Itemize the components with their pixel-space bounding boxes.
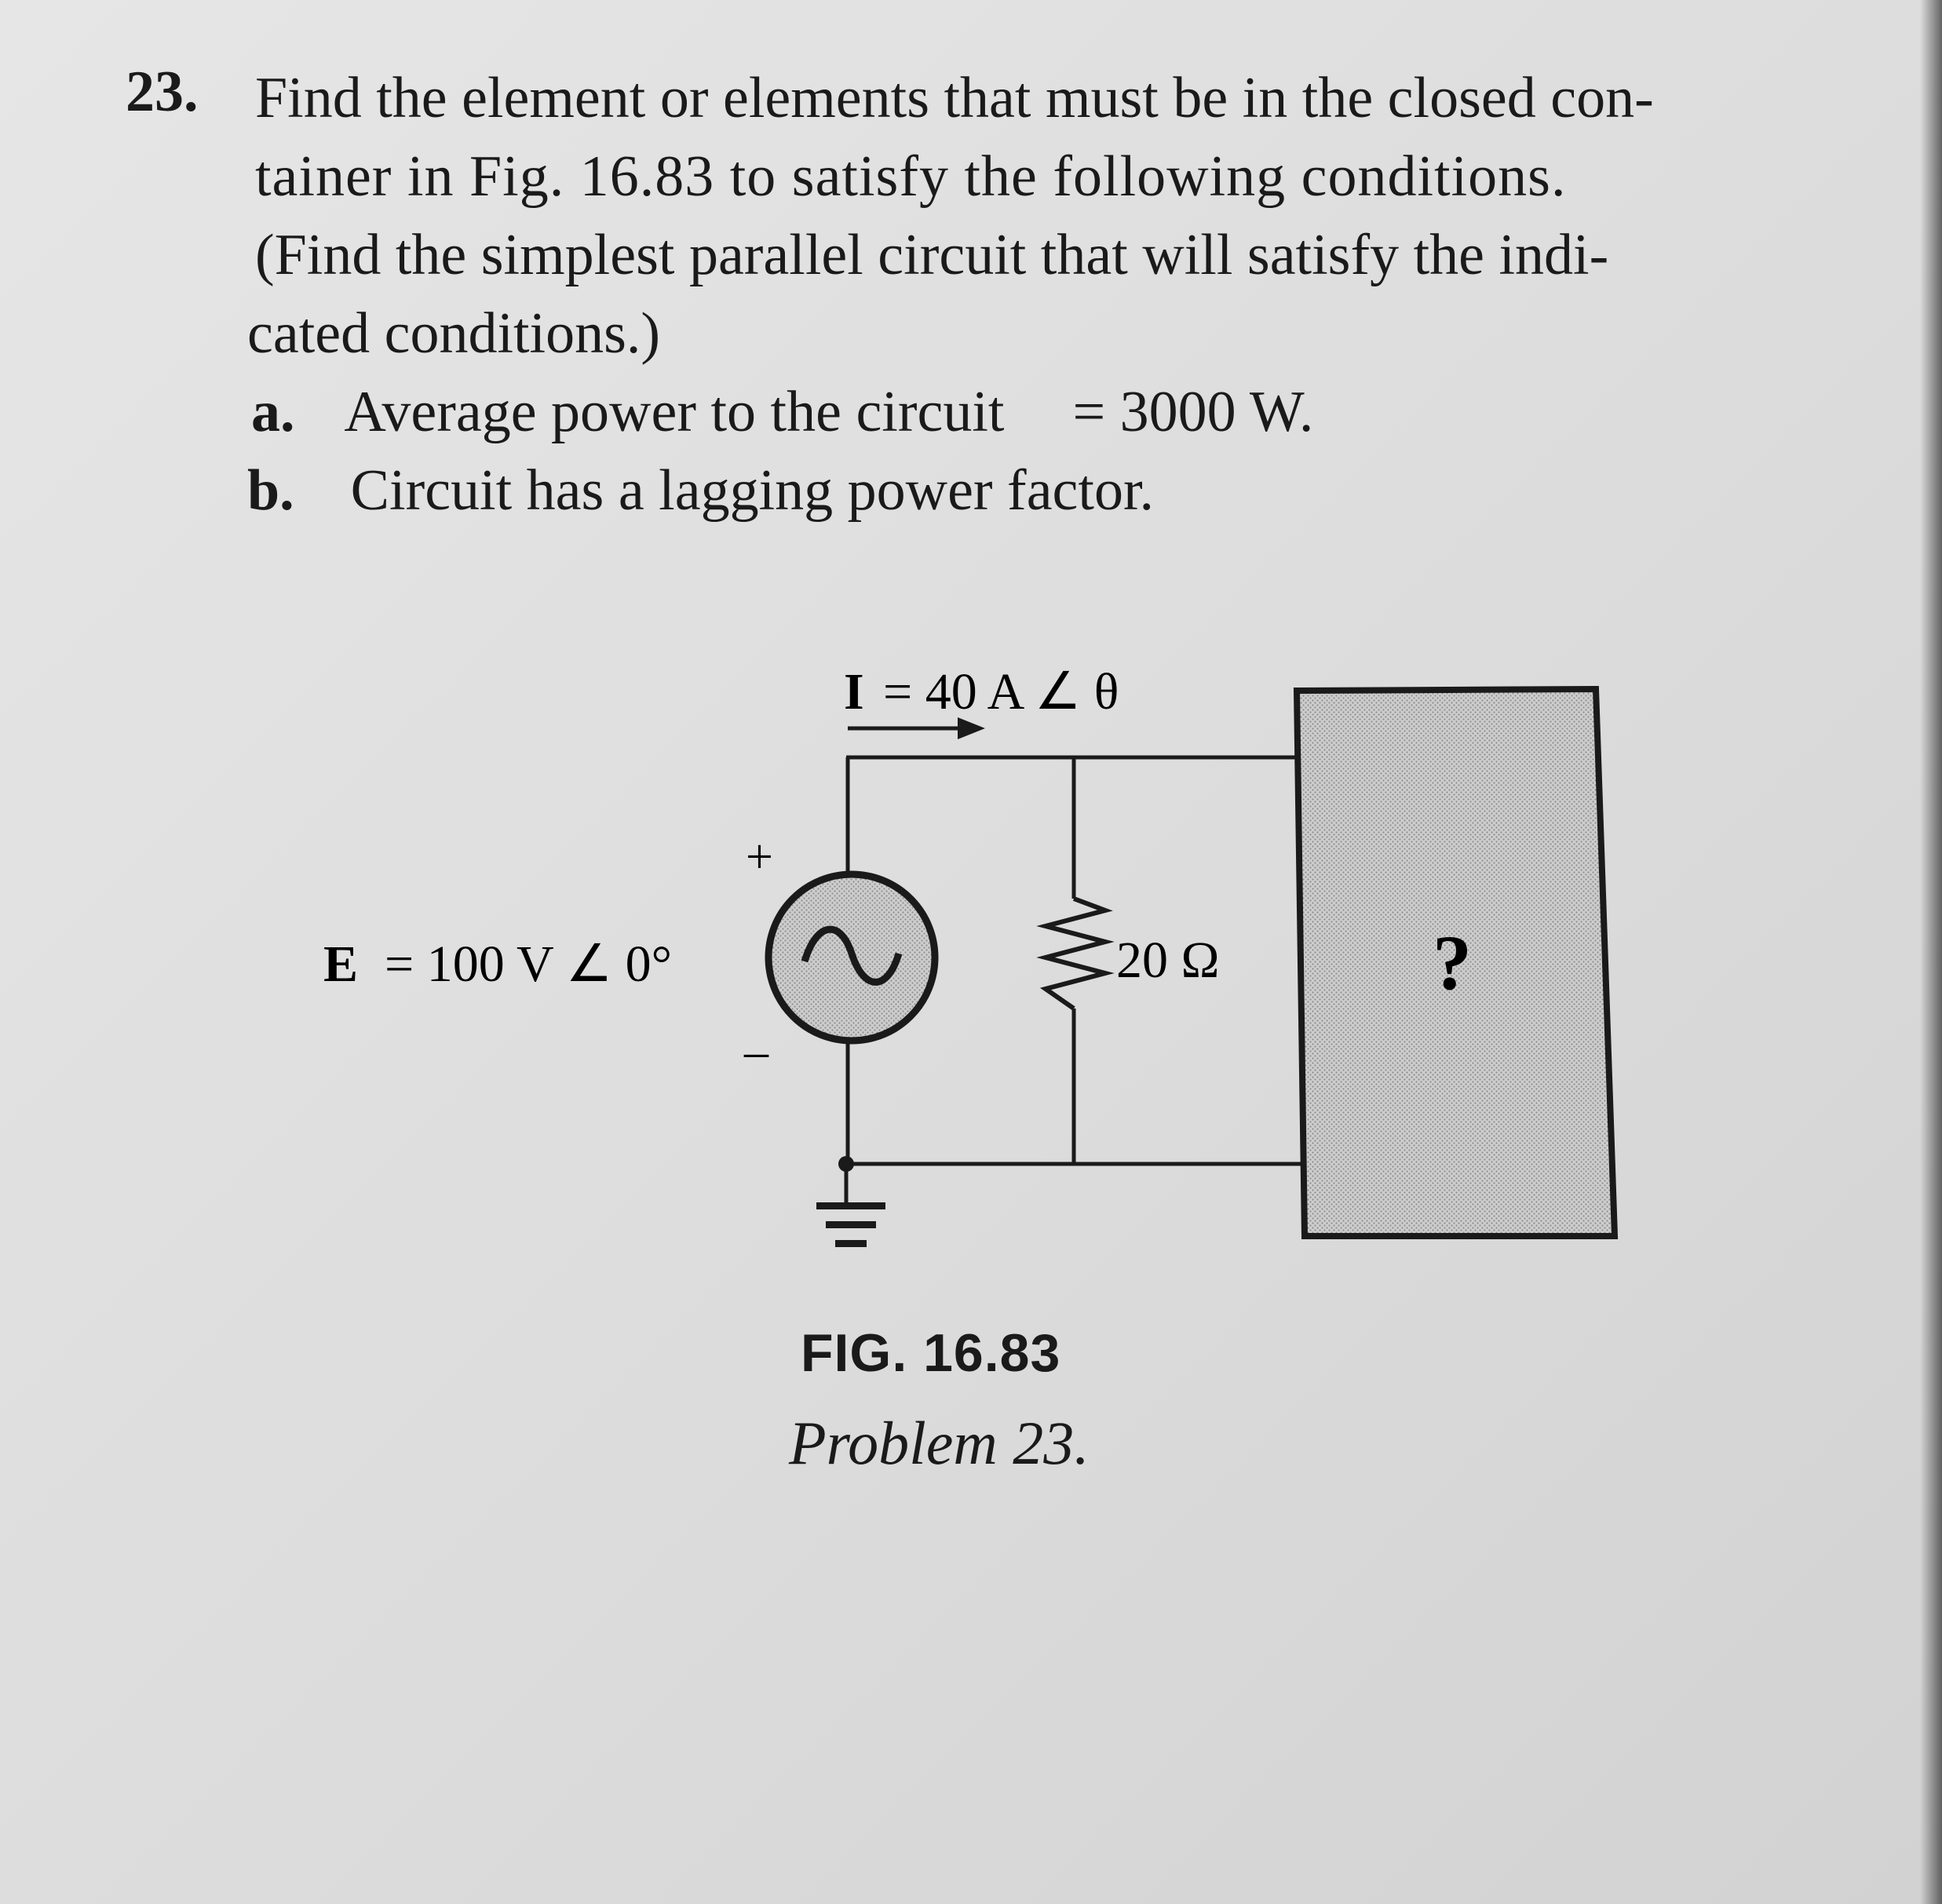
ground-icon [816,1202,885,1247]
source-minus-sign: – [744,1025,768,1078]
problem-text-line-4: cated conditions.) [247,301,661,366]
current-arrow-head [958,717,985,739]
source-plus-sign: + [746,830,773,884]
condition-a-text: Average power to the circuit [344,380,1005,444]
source-symbol: E [323,936,359,993]
figure-caption: FIG. 16.83 [801,1323,1061,1383]
condition-b-label: b. [247,458,294,523]
source-value: = 100 V ∠ 0° [385,936,673,993]
condition-a-value: = 3000 W. [1072,380,1314,444]
resistor-symbol [1046,899,1105,1009]
resistor-label: 20 Ω [1116,932,1220,989]
current-value: = 40 A ∠ θ [883,663,1119,720]
condition-a-label: a. [251,380,295,444]
condition-b-text: Circuit has a lagging power factor. [350,458,1155,523]
problem-text-line-2: tainer in Fig. 16.83 to satisfy the following conditions. [255,144,1567,209]
problem-text-line-1: Find the element or elements that must be in the closed con- [255,66,1654,130]
current-symbol: I [844,663,864,720]
unknown-element-label: ? [1433,919,1472,1006]
problem-number: 23. [126,60,199,124]
problem-text-line-3: (Find the simplest parallel circuit that will satisfy the indi- [255,223,1609,287]
figure-subcaption: Problem 23. [789,1409,1090,1477]
